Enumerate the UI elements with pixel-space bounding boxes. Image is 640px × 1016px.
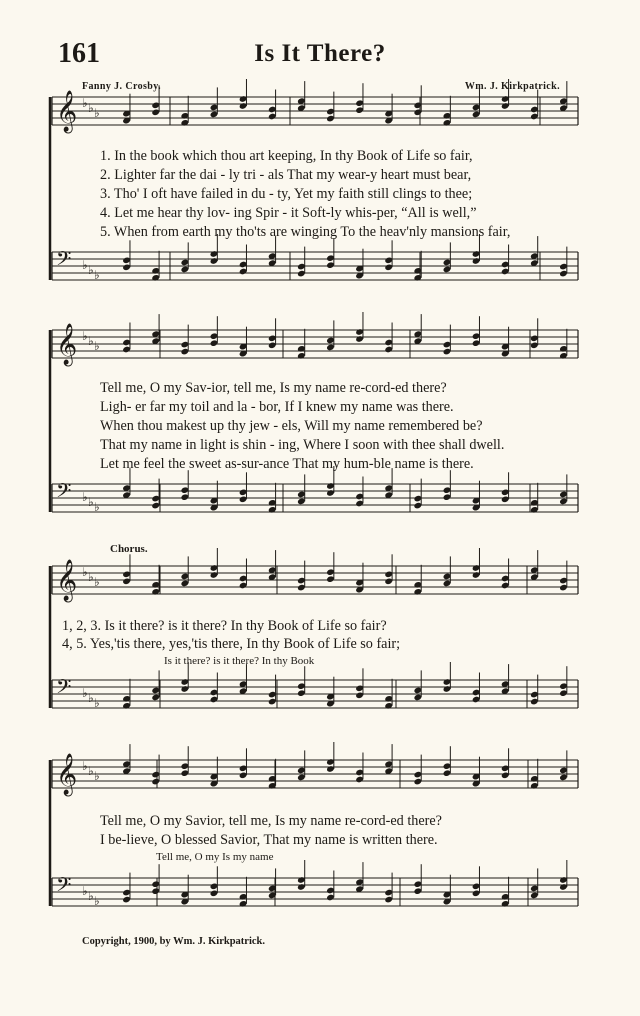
flat-icon: ♭ xyxy=(88,334,94,348)
flat-icon: ♭ xyxy=(88,570,94,584)
verse-line: 4. Let me hear thy lov- ing Spir - it Soft-ly whis-per, “All is well,” xyxy=(100,205,477,221)
copyright-notice: Copyright, 1900, by Wm. J. Kirkpatrick. xyxy=(82,936,265,947)
lyricist-credit: Fanny J. Crosby. xyxy=(82,81,162,92)
chorus-line: 1, 2, 3. Is it there? is it there? In thy Book of Life so fair? xyxy=(62,618,387,634)
flat-icon: ♭ xyxy=(88,263,94,277)
flat-icon: ♭ xyxy=(88,495,94,509)
flat-icon: ♭ xyxy=(82,759,88,773)
bass-clef-icon: 𝄢 xyxy=(56,247,72,275)
flat-icon: ♭ xyxy=(94,696,100,710)
verse-line: 1. In the book which thou art keeping, In thy Book of Life so fair, xyxy=(100,148,473,164)
flat-icon: ♭ xyxy=(88,101,94,115)
bass-clef-icon: 𝄢 xyxy=(56,675,72,703)
flat-icon: ♭ xyxy=(82,258,88,272)
flat-icon: ♭ xyxy=(94,268,100,282)
treble-clef-icon: 𝄞 xyxy=(56,91,78,132)
refrain-line: Tell me, O my Sav-ior, tell me, Is my name re-cord-ed there? xyxy=(100,380,447,396)
verse-line: 5. When from earth my tho'ts are winging To the heav'nly mansions fair, xyxy=(100,224,511,240)
flat-icon: ♭ xyxy=(82,565,88,579)
bass-clef-icon: 𝄢 xyxy=(56,873,72,901)
flat-icon: ♭ xyxy=(82,686,88,700)
flat-icon: ♭ xyxy=(94,339,100,353)
hymn-title: Is It There? xyxy=(254,40,386,67)
flat-icon: ♭ xyxy=(82,884,88,898)
bass-clef-icon: 𝄢 xyxy=(56,479,72,507)
chorus-line: Tell me, O my Savior, tell me, Is my name re-cord-ed there? xyxy=(100,813,442,829)
chorus-label: Chorus. xyxy=(110,543,148,555)
hymn-number: 161 xyxy=(58,38,100,69)
chorus-bass-echo: Is it there? is it there? In thy Book xyxy=(164,655,315,667)
treble-clef-icon: 𝄞 xyxy=(56,560,78,601)
flat-icon: ♭ xyxy=(94,106,100,120)
flat-icon: ♭ xyxy=(82,490,88,504)
flat-icon: ♭ xyxy=(94,575,100,589)
verse-line: 2. Lighter far the dai - ly tri - als That my wear-y heart must bear, xyxy=(100,167,472,183)
refrain-line: When thou makest up thy jew - els, Will my name remembered be? xyxy=(100,418,483,434)
chorus-bass-echo: Tell me, O my Is my name xyxy=(156,851,274,863)
composer-credit: Wm. J. Kirkpatrick. xyxy=(464,81,560,92)
flat-icon: ♭ xyxy=(82,329,88,343)
flat-icon: ♭ xyxy=(94,894,100,908)
flat-icon: ♭ xyxy=(94,500,100,514)
refrain-line: Let me feel the sweet as-sur-ance That my hum-ble name is there. xyxy=(100,456,474,472)
treble-clef-icon: 𝄞 xyxy=(56,324,78,365)
flat-icon: ♭ xyxy=(88,691,94,705)
flat-icon: ♭ xyxy=(88,764,94,778)
flat-icon: ♭ xyxy=(82,96,88,110)
chorus-line: 4, 5. Yes,'tis there, yes,'tis there, In thy Book of Life so fair; xyxy=(62,636,401,652)
flat-icon: ♭ xyxy=(94,769,100,783)
treble-clef-icon: 𝄞 xyxy=(56,754,78,795)
refrain-line: Ligh- er far my toil and la - bor, If I knew my name was there. xyxy=(100,399,454,415)
verse-line: 3. Tho' I oft have failed in du - ty, Yet my faith still clings to thee; xyxy=(100,186,473,202)
chorus-line: I be-lieve, O blessed Savior, That my name is written there. xyxy=(100,832,438,848)
refrain-line: That my name in light is shin - ing, Where I soon with thee shall dwell. xyxy=(100,437,505,453)
flat-icon: ♭ xyxy=(88,889,94,903)
